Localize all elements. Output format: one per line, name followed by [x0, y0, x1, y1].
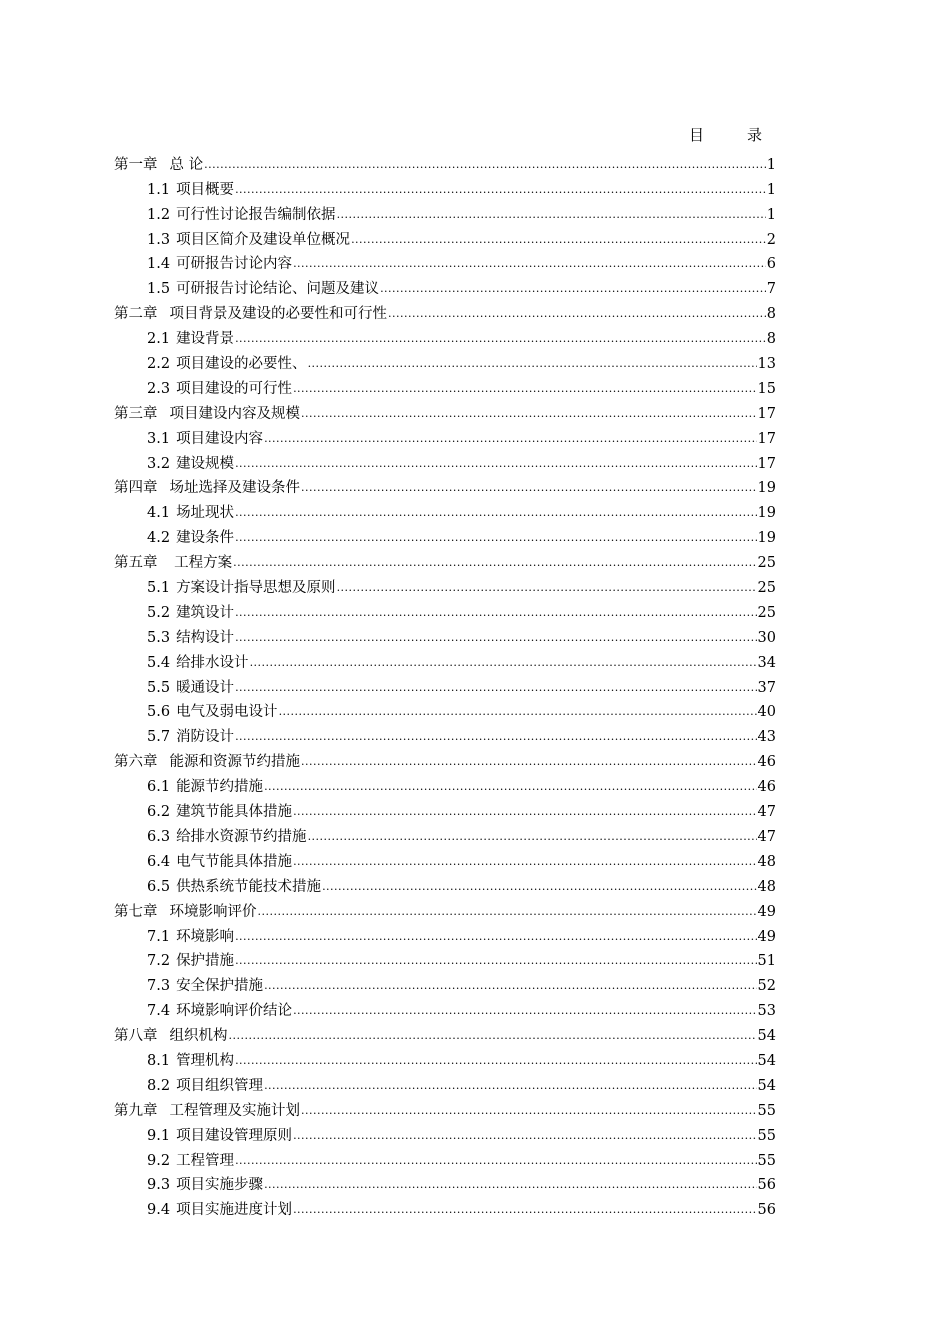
toc-title: 目 录	[689, 126, 777, 144]
toc-dot-leader	[301, 753, 757, 771]
toc-entry-number: 5.6	[147, 704, 171, 721]
toc-entry-title	[114, 305, 387, 323]
toc-entry-title	[114, 1027, 228, 1045]
toc-entry-label: 项目实施步骤	[176, 1177, 264, 1194]
toc-section-entry[interactable]	[114, 497, 776, 522]
toc-entry-label: 项目概要	[176, 181, 235, 198]
toc-page-number: 46	[757, 754, 776, 771]
toc-dot-leader	[235, 928, 756, 946]
toc-entry-number: 5.4	[147, 654, 171, 671]
toc-dot-leader	[264, 977, 756, 995]
toc-entry-label: 工程管理	[176, 1152, 235, 1169]
toc-entry-label: 总 论	[169, 156, 204, 173]
toc-dot-leader	[293, 1201, 756, 1219]
toc-entry-number: 第三章	[114, 405, 158, 422]
toc-page-number: 47	[757, 828, 776, 845]
toc-entry-label: 项目建设管理原则	[176, 1127, 293, 1144]
toc-entry-label: 给排水设计	[176, 654, 249, 671]
toc-page-number: 19	[757, 530, 776, 547]
toc-entry-title	[114, 405, 300, 423]
toc-page-number: 1	[766, 181, 776, 198]
toc-entry-title	[114, 479, 300, 497]
toc-section-entry[interactable]	[114, 174, 776, 199]
toc-dot-leader	[337, 206, 766, 224]
toc-section-entry[interactable]	[114, 597, 776, 622]
toc-chapter-entry[interactable]	[114, 1095, 776, 1120]
toc-entry-label: 可研报告讨论内容	[176, 256, 293, 273]
toc-entry-title	[114, 753, 300, 771]
toc-entry-number: 3.1	[147, 430, 171, 447]
toc-page-number: 25	[757, 580, 776, 597]
toc-entry-title	[147, 1077, 263, 1095]
toc-section-entry[interactable]	[114, 921, 776, 946]
toc-entry-label: 环境影响评价	[169, 903, 257, 920]
toc-dot-leader	[293, 803, 756, 821]
toc-entry-number: 9.3	[147, 1177, 171, 1194]
toc-entry-number: 2.3	[147, 380, 171, 397]
toc-section-entry[interactable]	[114, 1145, 776, 1170]
toc-section-entry[interactable]	[114, 224, 776, 249]
toc-section-entry[interactable]	[114, 1070, 776, 1095]
toc-page-number: 25	[757, 604, 776, 621]
toc-entry-number: 8.2	[147, 1077, 171, 1094]
toc-page-number: 17	[757, 455, 776, 472]
toc-entry-number: 第七章	[114, 903, 158, 920]
toc-chapter-entry[interactable]	[114, 1020, 776, 1045]
toc-entry-title	[147, 1052, 234, 1070]
toc-section-entry[interactable]	[114, 622, 776, 647]
toc-chapter-entry[interactable]	[114, 473, 776, 498]
toc-entry-label: 安全保护措施	[176, 978, 264, 995]
toc-section-entry[interactable]	[114, 423, 776, 448]
toc-entry-label: 建设背景	[176, 331, 235, 348]
toc-entry-title	[147, 654, 249, 672]
toc-section-entry[interactable]	[114, 821, 776, 846]
toc-entry-title	[114, 1102, 300, 1120]
toc-chapter-entry[interactable]	[114, 398, 776, 423]
toc-dot-leader	[235, 455, 756, 473]
toc-entry-title	[147, 703, 278, 721]
toc-entry-number: 第四章	[114, 480, 158, 497]
toc-entry-number: 2.2	[147, 356, 171, 373]
toc-page-number: 55	[757, 1127, 776, 1144]
toc-entry-number: 6.3	[147, 828, 171, 845]
toc-entry-title	[147, 1201, 292, 1219]
toc-entry-number: 5.2	[147, 604, 171, 621]
toc-entry-title	[147, 1002, 292, 1020]
toc-entry-label: 建设条件	[176, 530, 235, 547]
toc-section-entry[interactable]	[114, 995, 776, 1020]
toc-page-number: 48	[757, 853, 776, 870]
toc-entry-number: 4.2	[147, 530, 171, 547]
toc-entry-number: 9.4	[147, 1202, 171, 1219]
toc-page-number: 54	[757, 1028, 776, 1045]
toc-chapter-entry[interactable]	[114, 298, 776, 323]
toc-entry-number: 6.1	[147, 779, 171, 796]
toc-entry-number: 1.4	[147, 256, 171, 273]
toc-dot-leader	[235, 629, 756, 647]
toc-section-entry[interactable]	[114, 721, 776, 746]
toc-entry-label: 结构设计	[176, 629, 235, 646]
toc-dot-leader	[337, 579, 757, 597]
toc-dot-leader	[250, 654, 757, 672]
toc-entry-number: 第八章	[114, 1028, 158, 1045]
toc-page-number: 2	[766, 231, 776, 248]
toc-entry-title	[147, 952, 234, 970]
toc-entry-label: 组织机构	[169, 1028, 228, 1045]
toc-entry-number: 5.3	[147, 629, 171, 646]
toc-entry-label: 工程方案	[169, 555, 233, 572]
toc-section-entry[interactable]	[114, 273, 776, 298]
toc-section-entry[interactable]	[114, 647, 776, 672]
toc-page-number: 46	[757, 779, 776, 796]
toc-entry-number: 1.3	[147, 231, 171, 248]
toc-entry-label: 供热系统节能技术措施	[176, 878, 322, 895]
toc-dot-leader	[293, 1002, 756, 1020]
toc-entry-number: 第六章	[114, 754, 158, 771]
toc-section-entry[interactable]	[114, 672, 776, 697]
toc-chapter-entry[interactable]	[114, 547, 776, 572]
toc-entry-title	[147, 1127, 292, 1145]
toc-dot-leader	[235, 504, 756, 522]
toc-section-entry[interactable]	[114, 199, 776, 224]
toc-dot-leader	[235, 679, 756, 697]
toc-page-number: 47	[757, 804, 776, 821]
toc-section-entry[interactable]	[114, 373, 776, 398]
toc-entry-number: 第五章	[114, 555, 158, 572]
toc-entry-label: 项目建设内容	[176, 430, 264, 447]
toc-entry-label: 工程管理及实施计划	[169, 1102, 300, 1119]
toc-dot-leader	[301, 1102, 757, 1120]
toc-entry-number: 第二章	[114, 306, 158, 323]
toc-section-entry[interactable]	[114, 1120, 776, 1145]
toc-section-entry[interactable]	[114, 1170, 776, 1195]
toc-dot-leader	[235, 1152, 756, 1170]
toc-page-number: 19	[757, 480, 776, 497]
toc-dot-leader	[235, 181, 766, 199]
toc-dot-leader	[308, 355, 757, 373]
toc-section-entry[interactable]	[114, 448, 776, 473]
toc-entry-label: 电气节能具体措施	[176, 853, 293, 870]
toc-entry-number: 9.2	[147, 1152, 171, 1169]
toc-entry-title	[147, 529, 234, 547]
toc-dot-leader	[235, 1052, 756, 1070]
toc-page-number: 1	[766, 156, 776, 173]
toc-entry-label: 环境影响	[176, 928, 235, 945]
toc-section-entry[interactable]	[114, 348, 776, 373]
toc-entry-label: 能源节约措施	[176, 779, 264, 796]
toc-page-number: 17	[757, 405, 776, 422]
toc-entry-label: 管理机构	[176, 1052, 235, 1069]
toc-entry-label: 场址选择及建设条件	[169, 480, 300, 497]
toc-dot-leader	[351, 231, 766, 249]
toc-dot-leader	[308, 828, 757, 846]
toc-entry-title	[147, 280, 379, 298]
toc-entry-title	[147, 430, 263, 448]
toc-chapter-entry[interactable]	[114, 896, 776, 921]
toc-dot-leader	[301, 405, 757, 423]
toc-entry-title	[147, 255, 292, 273]
toc-entry-label: 环境影响评价结论	[176, 1003, 293, 1020]
toc-entry-title	[147, 878, 321, 896]
toc-entry-title	[147, 1152, 234, 1170]
toc-page-number: 55	[757, 1152, 776, 1169]
toc-dot-leader	[293, 1127, 756, 1145]
toc-entry-label: 项目区简介及建设单位概况	[176, 231, 351, 248]
table-of-contents	[114, 149, 776, 1219]
toc-entry-number: 7.2	[147, 953, 171, 970]
toc-entry-title	[147, 853, 292, 871]
toc-dot-leader	[235, 952, 756, 970]
toc-entry-title	[147, 231, 350, 249]
toc-entry-title	[147, 181, 234, 199]
toc-entry-number: 8.1	[147, 1052, 171, 1069]
toc-section-entry[interactable]	[114, 249, 776, 274]
toc-entry-title	[147, 206, 336, 224]
toc-section-entry[interactable]	[114, 697, 776, 722]
toc-entry-title	[147, 579, 336, 597]
toc-entry-number: 1.1	[147, 181, 171, 198]
toc-section-entry[interactable]	[114, 796, 776, 821]
toc-dot-leader	[235, 529, 756, 547]
toc-dot-leader	[235, 330, 766, 348]
toc-page-number: 56	[757, 1177, 776, 1194]
toc-page-number: 53	[757, 1003, 776, 1020]
toc-section-entry[interactable]	[114, 1194, 776, 1219]
toc-entry-label: 可研报告讨论结论、问题及建议	[176, 281, 380, 298]
toc-dot-leader	[293, 380, 756, 398]
toc-entry-title	[114, 903, 257, 921]
toc-section-entry[interactable]	[114, 1045, 776, 1070]
toc-page-number: 40	[757, 704, 776, 721]
toc-entry-number: 4.1	[147, 505, 171, 522]
toc-entry-title	[147, 629, 234, 647]
toc-section-entry[interactable]	[114, 946, 776, 971]
toc-entry-label: 建筑设计	[176, 604, 235, 621]
toc-page-number: 54	[757, 1077, 776, 1094]
toc-entry-label: 项目组织管理	[176, 1077, 264, 1094]
toc-page-number: 43	[757, 729, 776, 746]
toc-page-number: 15	[757, 380, 776, 397]
toc-entry-title	[147, 778, 263, 796]
toc-entry-title	[147, 455, 234, 473]
toc-entry-label: 项目实施进度计划	[176, 1202, 293, 1219]
toc-entry-title	[147, 504, 234, 522]
toc-entry-number: 7.3	[147, 978, 171, 995]
toc-entry-title	[147, 977, 263, 995]
toc-entry-label: 项目建设的必要性、	[176, 356, 307, 373]
toc-entry-title	[147, 803, 292, 821]
toc-dot-leader	[258, 903, 757, 921]
toc-entry-number: 1.5	[147, 281, 171, 298]
toc-section-entry[interactable]	[114, 771, 776, 796]
toc-page-number: 7	[766, 281, 776, 298]
toc-entry-title	[147, 330, 234, 348]
toc-entry-title	[114, 156, 203, 174]
toc-page-number: 17	[757, 430, 776, 447]
toc-entry-label: 项目建设内容及规模	[169, 405, 300, 422]
toc-dot-leader	[380, 280, 766, 298]
toc-entry-title	[147, 355, 307, 373]
toc-entry-label: 场址现状	[176, 505, 235, 522]
toc-dot-leader	[204, 156, 766, 174]
toc-page-number: 48	[757, 878, 776, 895]
toc-dot-leader	[235, 604, 756, 622]
toc-page-number: 51	[757, 953, 776, 970]
toc-entry-number: 3.2	[147, 455, 171, 472]
toc-entry-label: 建筑节能具体措施	[176, 804, 293, 821]
toc-entry-label: 能源和资源节约措施	[169, 754, 300, 771]
toc-entry-label: 方案设计指导思想及原则	[176, 580, 336, 597]
toc-entry-title	[114, 554, 232, 572]
toc-page-number: 52	[757, 978, 776, 995]
toc-dot-leader	[279, 703, 757, 721]
toc-entry-number: 第九章	[114, 1102, 158, 1119]
toc-page-number: 13	[757, 356, 776, 373]
toc-entry-label: 项目背景及建设的必要性和可行性	[169, 306, 387, 323]
toc-page-number: 49	[757, 903, 776, 920]
toc-entry-title	[147, 679, 234, 697]
toc-section-entry[interactable]	[114, 970, 776, 995]
toc-page-number: 8	[766, 306, 776, 323]
toc-entry-number: 6.2	[147, 804, 171, 821]
toc-page-number: 49	[757, 928, 776, 945]
toc-page-number: 56	[757, 1202, 776, 1219]
toc-dot-leader	[293, 853, 756, 871]
toc-entry-number: 7.1	[147, 928, 171, 945]
toc-dot-leader	[264, 778, 756, 796]
toc-entry-number: 5.1	[147, 580, 171, 597]
toc-entry-label: 暖通设计	[176, 679, 235, 696]
toc-entry-label: 可行性讨论报告编制依据	[176, 206, 336, 223]
toc-entry-number: 5.7	[147, 729, 171, 746]
toc-page-number: 1	[766, 206, 776, 223]
toc-entry-number: 第一章	[114, 156, 158, 173]
toc-entry-label: 项目建设的可行性	[176, 380, 293, 397]
toc-dot-leader	[235, 728, 756, 746]
toc-entry-number: 9.1	[147, 1127, 171, 1144]
toc-entry-title	[147, 380, 292, 398]
toc-page-number: 55	[757, 1102, 776, 1119]
toc-entry-number: 1.2	[147, 206, 171, 223]
toc-entry-title	[147, 828, 307, 846]
toc-dot-leader	[322, 878, 756, 896]
toc-page-number: 8	[766, 331, 776, 348]
toc-section-entry[interactable]	[114, 846, 776, 871]
toc-section-entry[interactable]	[114, 522, 776, 547]
toc-page-number: 30	[757, 629, 776, 646]
toc-dot-leader	[264, 430, 756, 448]
toc-chapter-entry[interactable]	[114, 149, 776, 174]
toc-chapter-entry[interactable]	[114, 746, 776, 771]
toc-entry-label: 消防设计	[176, 729, 235, 746]
toc-page-number: 19	[757, 505, 776, 522]
toc-page-number: 37	[757, 679, 776, 696]
toc-entry-label: 电气及弱电设计	[176, 704, 278, 721]
toc-entry-title	[147, 728, 234, 746]
toc-entry-number: 5.5	[147, 679, 171, 696]
toc-entry-number: 6.5	[147, 878, 171, 895]
toc-page-number: 25	[757, 555, 776, 572]
toc-entry-label: 保护措施	[176, 953, 235, 970]
toc-entry-title	[147, 604, 234, 622]
toc-entry-label: 给排水资源节约措施	[176, 828, 307, 845]
toc-section-entry[interactable]	[114, 572, 776, 597]
toc-dot-leader	[264, 1176, 756, 1194]
toc-entry-number: 2.1	[147, 331, 171, 348]
toc-dot-leader	[264, 1077, 756, 1095]
toc-dot-leader	[293, 255, 766, 273]
toc-dot-leader	[301, 479, 757, 497]
toc-entry-title	[147, 928, 234, 946]
toc-page-number: 34	[757, 654, 776, 671]
toc-section-entry[interactable]	[114, 871, 776, 896]
toc-entry-title	[147, 1176, 263, 1194]
toc-entry-number: 6.4	[147, 853, 171, 870]
toc-section-entry[interactable]	[114, 323, 776, 348]
toc-entry-number: 7.4	[147, 1003, 171, 1020]
toc-dot-leader	[229, 1027, 757, 1045]
toc-entry-label: 建设规模	[176, 455, 235, 472]
toc-page-number: 54	[757, 1052, 776, 1069]
toc-dot-leader	[388, 305, 766, 323]
toc-page-number: 6	[766, 256, 776, 273]
toc-dot-leader	[233, 554, 756, 572]
